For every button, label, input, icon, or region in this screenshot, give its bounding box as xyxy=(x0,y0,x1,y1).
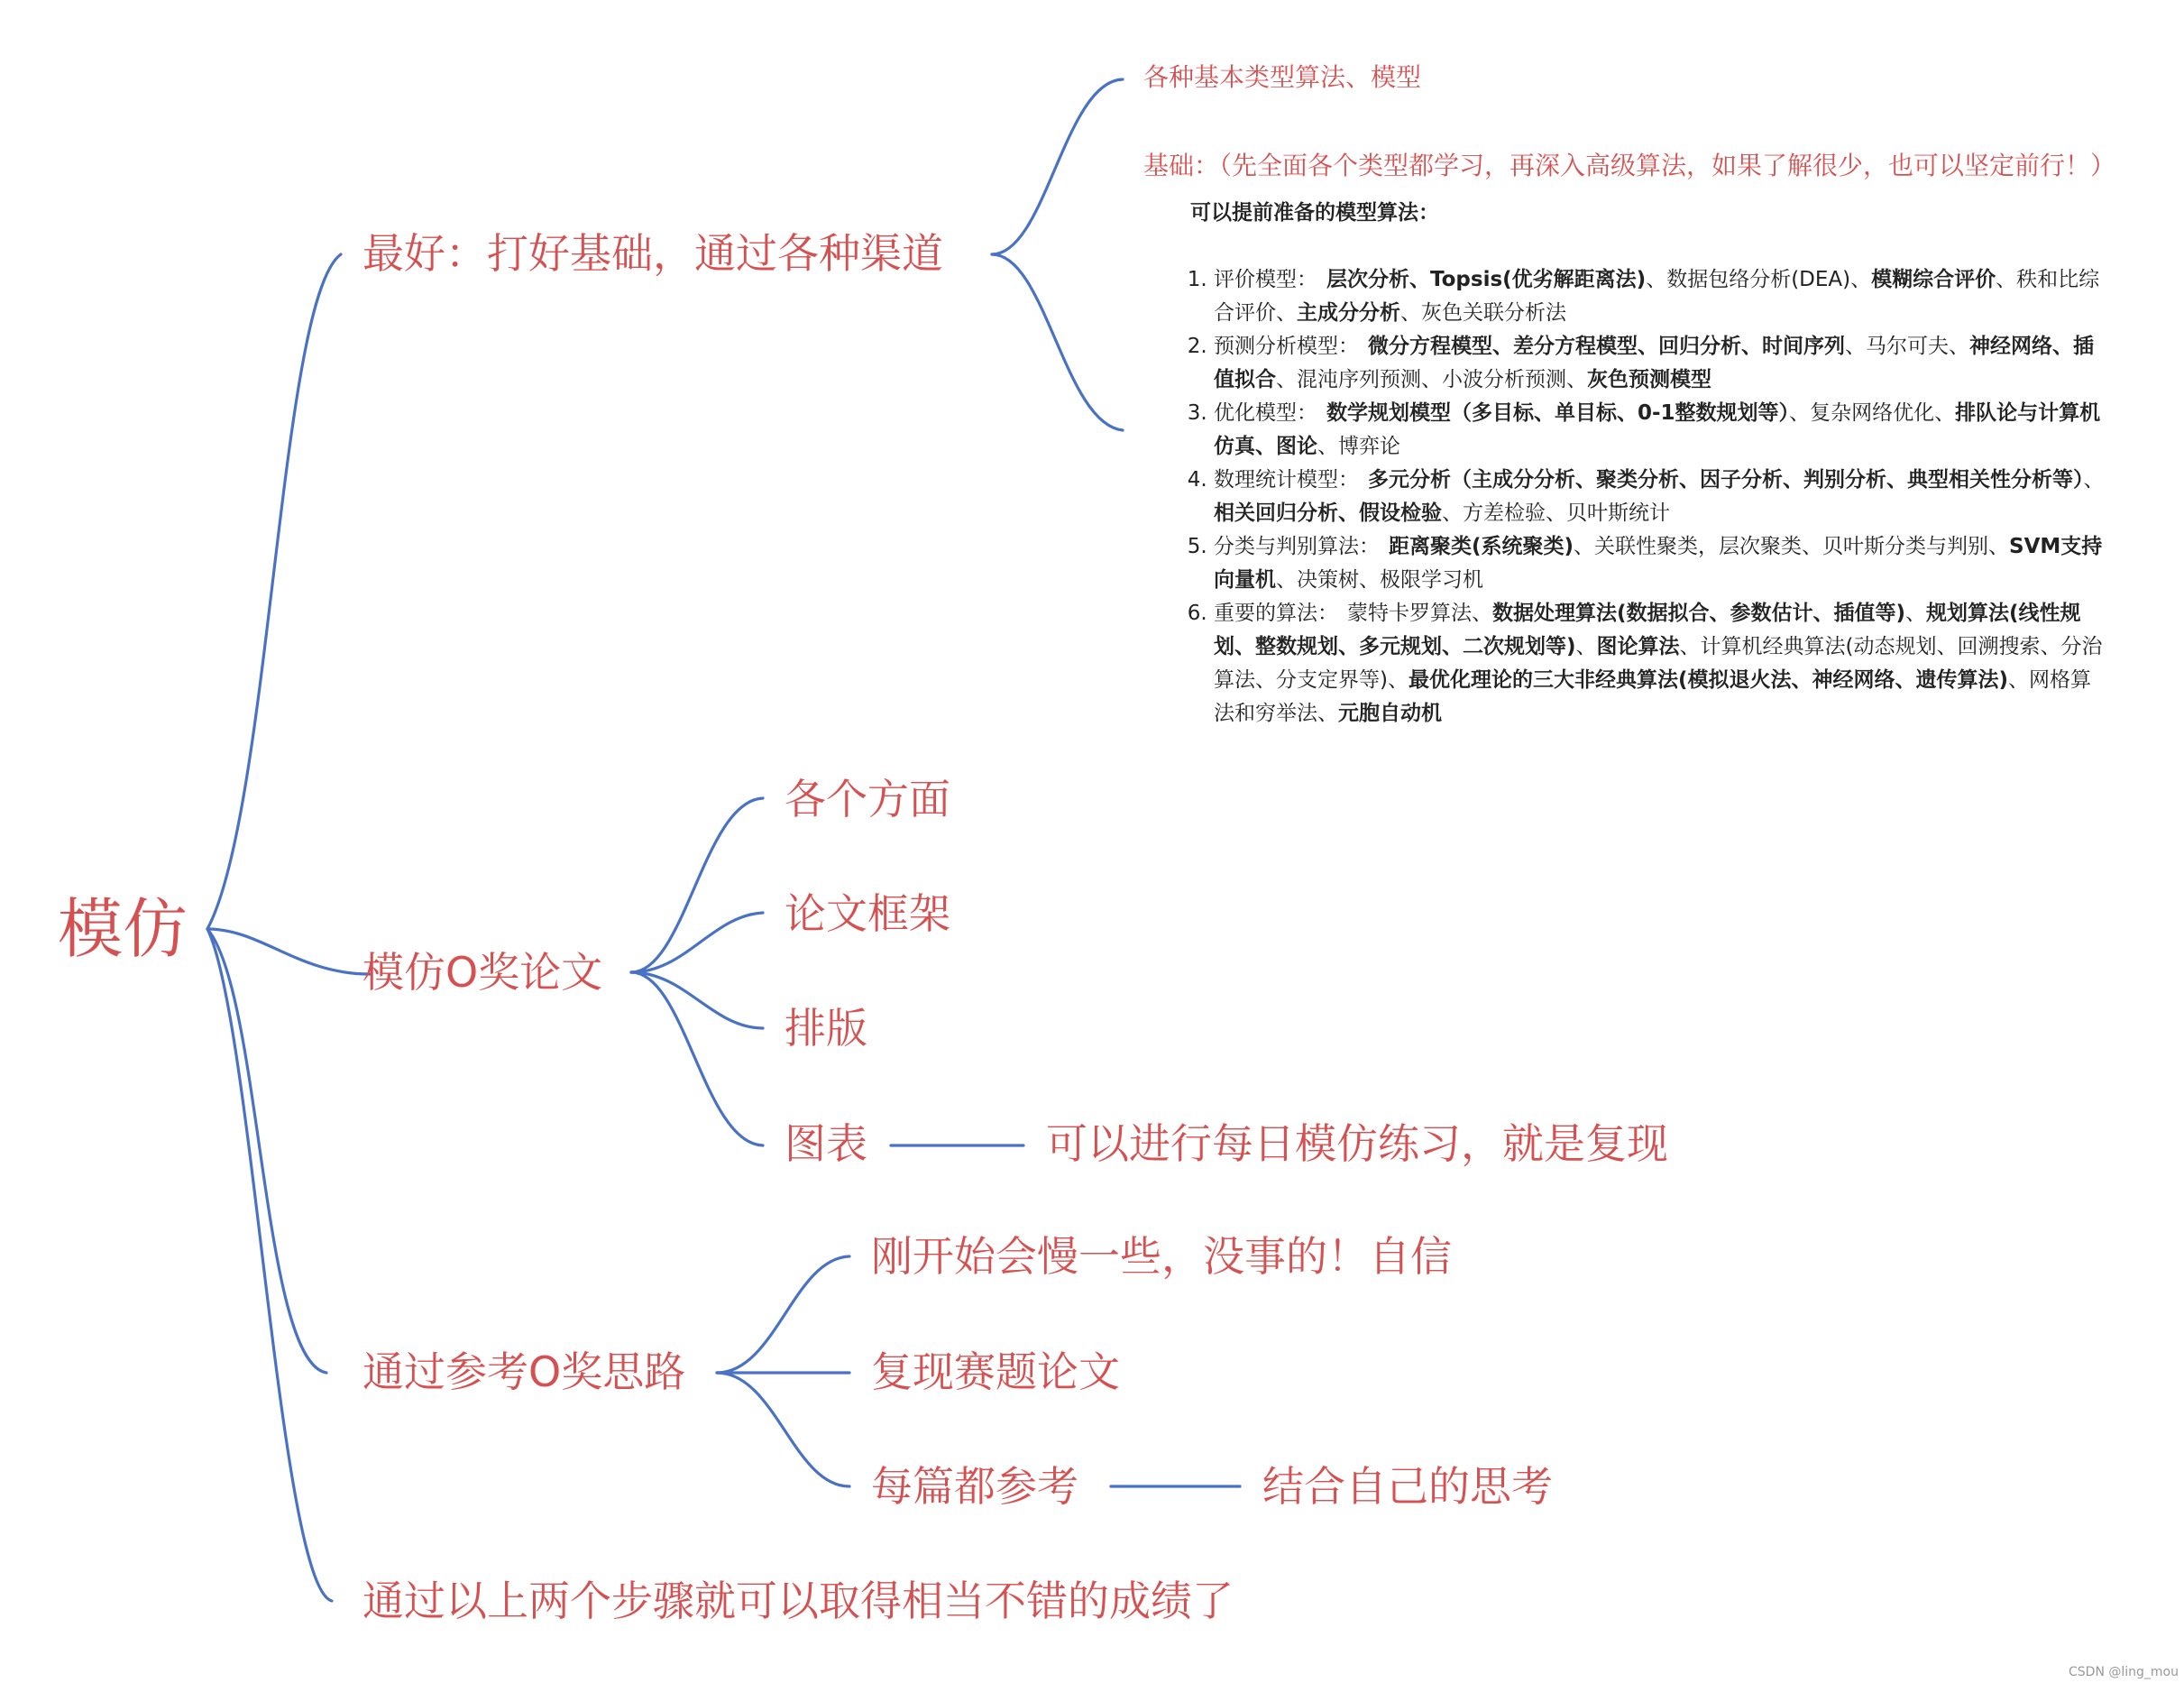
model-list-item xyxy=(1214,464,2110,530)
model-name: 、网格算法和穷举法、 xyxy=(1214,668,2092,725)
watermark: CSDN @ling_mou xyxy=(2069,1665,2179,1679)
model-name-bold: 神经网络、插值拟合 xyxy=(1214,335,2094,391)
model-name-bold: 主成分分析 xyxy=(1297,301,1400,325)
model-name: 、灰色关联分析法 xyxy=(1400,301,1566,325)
connector-reference-confidence xyxy=(717,1256,849,1373)
model-name: 、 xyxy=(2083,468,2105,492)
model-name-bold: 相关回归分析、假设检验 xyxy=(1214,501,1442,525)
connector-root-result xyxy=(207,929,332,1601)
connector-foundation-basis xyxy=(992,254,1123,430)
root-node: 模仿 xyxy=(58,891,188,967)
branch-foundation: 最好：打好基础，通过各种渠道 xyxy=(362,229,943,278)
imitate-child-framework: 论文框架 xyxy=(785,889,950,938)
model-name: 、关联性聚类，层次聚类、贝叶斯分类与判别、 xyxy=(1574,535,2010,558)
model-list-item xyxy=(1214,330,2110,397)
model-name-bold: 灰色预测模型 xyxy=(1587,368,1711,391)
model-name: 、 xyxy=(1905,602,1927,625)
imitate-child-layout: 排版 xyxy=(785,1004,867,1053)
reference-child-every: 每篇都参考 xyxy=(871,1462,1078,1511)
model-category-label: 分类与判别算法： xyxy=(1214,535,1380,558)
model-name: 、秩和比综合评价、 xyxy=(1214,268,2100,325)
reference-child-confidence: 刚开始会慢一些，没事的！自信 xyxy=(871,1232,1452,1281)
model-name-bold: 多元分析（主成分分析、聚类分析、因子分析、判别分析、典型相关性分析等） xyxy=(1368,468,2084,492)
model-name-bold: 距离聚类(系统聚类) xyxy=(1389,535,1574,558)
branch-imitate: 模仿O奖论文 xyxy=(362,948,603,997)
model-name-bold: SVM支持向量机 xyxy=(1214,535,2103,592)
connector-root-foundation xyxy=(207,254,341,929)
imitate-child-charts: 图表 xyxy=(785,1119,867,1168)
charts-tip: 可以进行每日模仿练习，就是复现 xyxy=(1046,1119,1668,1168)
connector-root-imitate xyxy=(207,929,370,974)
model-category-label: 数理统计模型： xyxy=(1214,468,1359,492)
model-name-bold: 规划算法(线性规划、整数规划、多元规划、二次规划等) xyxy=(1214,602,2081,658)
branch-result: 通过以上两个步骤就可以取得相当不错的成绩了 xyxy=(362,1577,1234,1625)
model-name-bold: 数据处理算法(数据拟合、参数估计、插值等) xyxy=(1492,602,1906,625)
model-list-item xyxy=(1214,263,2110,330)
model-category-label: 优化模型： xyxy=(1214,401,1317,425)
model-list-items xyxy=(1190,263,2110,731)
reference-child-reproduce: 复现赛题论文 xyxy=(871,1347,1120,1396)
model-name-bold: 元胞自动机 xyxy=(1338,702,1442,725)
model-list-item xyxy=(1214,530,2110,597)
model-name: 、复杂网络优化、 xyxy=(1789,401,1956,425)
model-list-item xyxy=(1214,397,2110,464)
model-name: 、马尔可夫、 xyxy=(1845,335,1969,358)
connector-reference-every xyxy=(717,1373,849,1486)
every-tip: 结合自己的思考 xyxy=(1262,1462,1553,1511)
model-name-bold: 排队论与计算机仿真、图论 xyxy=(1214,401,2101,458)
model-name: 、数据包络分析(DEA)、 xyxy=(1646,268,1872,291)
model-name-bold: 数学规划模型（多目标、单目标、0-1整数规划等） xyxy=(1326,401,1790,425)
model-name: 、 xyxy=(1575,635,1597,658)
model-name: 、混沌序列预测、小波分析预测、 xyxy=(1276,368,1587,391)
model-name: 、博弈论 xyxy=(1317,435,1400,458)
connector-foundation-types xyxy=(992,79,1123,254)
model-name-bold: 微分方程模型、差分方程模型、回归分析、时间序列 xyxy=(1368,335,1845,358)
model-category-label: 预测分析模型： xyxy=(1214,335,1359,358)
foundation-child-basis: 基础：（先全面各个类型都学习，再深入高级算法，如果了解很少，也可以坚定前行！） xyxy=(1143,151,2116,180)
model-category-label: 重要的算法： xyxy=(1214,602,1338,625)
model-category-label: 评价模型： xyxy=(1214,268,1317,291)
branch-reference: 通过参考O奖思路 xyxy=(362,1347,686,1396)
model-name-bold: 图论算法 xyxy=(1596,635,1680,658)
model-name: 、方差检验、贝叶斯统计 xyxy=(1442,501,1670,525)
model-name: 蒙特卡罗算法、 xyxy=(1347,602,1492,625)
model-algorithm-list xyxy=(1190,197,2110,731)
model-name-bold: 层次分析、Topsis(优劣解距离法) xyxy=(1326,268,1647,291)
model-name: 、决策树、极限学习机 xyxy=(1276,568,1483,592)
imitate-child-aspects: 各个方面 xyxy=(785,775,950,823)
foundation-child-types: 各种基本类型算法、模型 xyxy=(1143,62,1422,92)
model-list-heading: 可以提前准备的模型算法： xyxy=(1190,201,1439,225)
model-list-item xyxy=(1214,597,2110,731)
model-name: 、计算机经典算法(动态规划、回溯搜索、分治算法、分支定界等)、 xyxy=(1214,635,2103,692)
model-name-bold: 最优化理论的三大非经典算法(模拟退火法、神经网络、遗传算法) xyxy=(1408,668,2009,692)
model-name-bold: 模糊综合评价 xyxy=(1871,268,1996,291)
